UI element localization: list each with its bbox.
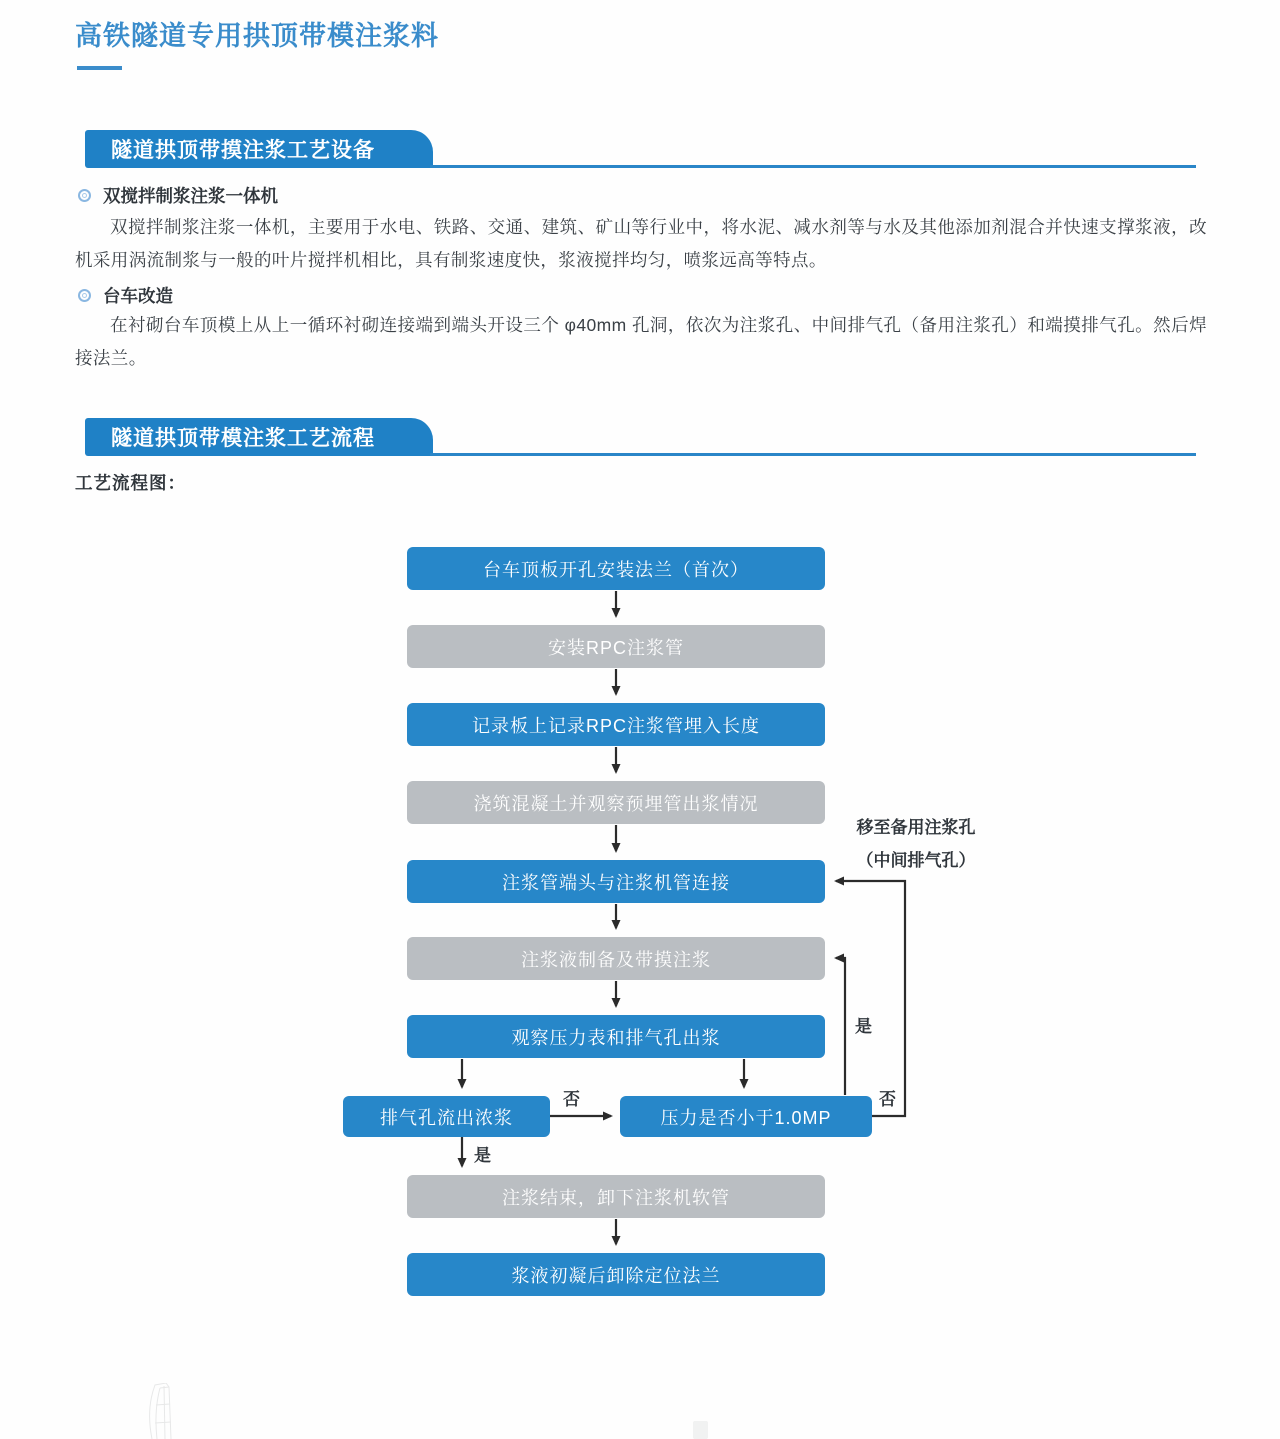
flow-node-pressure-check: 压力是否小于1.0MP — [620, 1096, 872, 1137]
flow-node-pour-concrete: 浇筑混凝土并观察预埋管出浆情况 — [407, 781, 825, 824]
bullet-ring-icon — [78, 289, 91, 302]
bullet-heading: 双搅拌制浆注浆一体机 — [103, 186, 278, 206]
building-watermark-icon — [138, 1383, 196, 1439]
section-banner-rule — [430, 165, 1196, 168]
section-banner-equipment: 隧道拱顶带摸注浆工艺设备 — [85, 130, 433, 168]
title-underline-divider — [77, 66, 122, 70]
edge-label-yes: 是 — [474, 1146, 491, 1165]
bullet-item-mixer — [78, 183, 278, 208]
flow-node-connect-pipe: 注浆管端头与注浆机管连接 — [407, 860, 825, 903]
flow-node-record-length: 记录板上记录RPC注浆管埋入长度 — [407, 703, 825, 746]
bullet-ring-icon — [78, 189, 91, 202]
flow-node-install-rpc-pipe: 安装RPC注浆管 — [407, 625, 825, 668]
edge-label-yes-feedback: 是 — [855, 1017, 872, 1036]
edge-label-no: 否 — [563, 1090, 580, 1109]
flow-node-remove-flange: 浆液初凝后卸除定位法兰 — [407, 1253, 825, 1296]
flow-node-observe-gauge: 观察压力表和排气孔出浆 — [407, 1015, 825, 1058]
feedback-note-line1: 移至备用注浆孔 — [856, 818, 976, 837]
bullet-heading: 台车改造 — [103, 286, 173, 306]
flowchart-caption: 工艺流程图： — [75, 473, 186, 493]
flow-node-prepare-grout: 注浆液制备及带摸注浆 — [407, 937, 825, 980]
section-banner-process: 隧道拱顶带模注浆工艺流程 — [85, 418, 433, 456]
feedback-note-line2: （中间排气孔） — [856, 851, 976, 870]
flow-node-install-flange: 台车顶板开孔安装法兰（首次） — [407, 547, 825, 590]
feedback-note — [838, 811, 994, 877]
paragraph-trolley: 在衬砌台车顶模上从上一循环衬砌连接端到端头开设三个 φ40mm 孔洞，依次为注浆孔、中间排气孔（备用注浆孔）和端摸排气孔。然后焊接法兰。 — [75, 315, 1207, 369]
paragraph-mixer: 双搅拌制浆注浆一体机，主要用于水电、铁路、交通、建筑、矿山等行业中，将水泥、减水剂等与水及其他添加剂混合并快速支撑浆液，改机采用涡流制浆与一般的叶片搅拌机相比，具有制浆速度快，浆液搅拌均匀，喷浆远高等特点。 — [75, 217, 1207, 271]
flow-node-vent-thick-grout: 排气孔流出浓浆 — [343, 1096, 550, 1137]
page-title: 高铁隧道专用拱顶带模注浆料 — [75, 21, 439, 51]
edge-label-no-feedback: 否 — [879, 1090, 896, 1109]
footer-smudge — [693, 1421, 708, 1439]
bullet-item-trolley — [78, 283, 173, 308]
section-banner-rule — [430, 453, 1196, 456]
flow-node-finish-grouting: 注浆结束，卸下注浆机软管 — [407, 1175, 825, 1218]
